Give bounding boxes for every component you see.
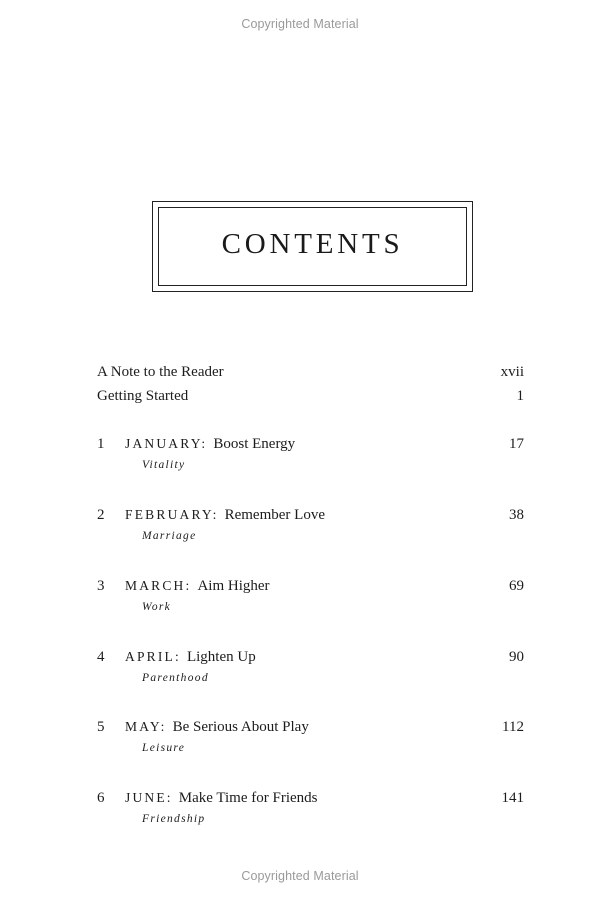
toc-entry-page: 1 (516, 388, 524, 404)
copyright-watermark-top: Copyrighted Material (241, 17, 359, 31)
toc-entry-label: A Note to the Reader (97, 364, 224, 380)
chapter-page: 17 (509, 436, 524, 452)
chapter-heading (125, 647, 256, 667)
chapter-page: 69 (509, 578, 524, 594)
page-title: CONTENTS (221, 228, 404, 260)
chapter-month: MAY: (125, 719, 167, 734)
toc-chapter-1 (97, 434, 524, 480)
chapter-page: 90 (509, 649, 524, 665)
copyright-watermark-bottom: Copyrighted Material (241, 869, 359, 883)
chapter-number: 3 (97, 578, 105, 594)
chapter-month: MARCH: (125, 578, 192, 593)
chapter-subtitle: Leisure (142, 742, 186, 754)
chapter-title: Be Serious About Play (172, 719, 309, 735)
chapter-title: Boost Energy (213, 436, 296, 452)
toc-entry-label: Getting Started (97, 388, 189, 404)
toc-entry-getting-started (97, 386, 524, 406)
chapter-title: Make Time for Friends (178, 790, 318, 806)
chapter-heading (125, 576, 270, 596)
toc-chapter-5 (97, 717, 524, 763)
toc-chapter-2 (97, 505, 524, 551)
chapter-month: FEBRUARY: (125, 507, 219, 522)
toc-chapter-6 (97, 788, 524, 834)
contents-title-frame (152, 201, 473, 292)
chapter-heading (125, 505, 325, 525)
toc-entry-page: xvii (500, 364, 524, 380)
chapter-title: Lighten Up (186, 649, 256, 665)
chapter-subtitle: Vitality (142, 459, 186, 471)
chapter-heading (125, 717, 309, 737)
chapter-page: 141 (501, 790, 524, 806)
chapter-number: 2 (97, 507, 105, 523)
toc-chapter-3 (97, 576, 524, 622)
chapter-number: 1 (97, 436, 105, 452)
toc-chapter-4 (97, 647, 524, 693)
chapter-heading (125, 788, 318, 808)
chapter-number: 5 (97, 719, 105, 735)
toc-entry-note-to-reader (97, 362, 524, 382)
chapter-month: JUNE: (125, 790, 173, 805)
chapter-number: 6 (97, 790, 105, 806)
chapter-month: JANUARY: (125, 436, 208, 451)
chapter-title: Remember Love (224, 507, 325, 523)
chapter-page: 38 (509, 507, 524, 523)
chapter-number: 4 (97, 649, 105, 665)
chapter-month: APRIL: (125, 649, 181, 664)
chapter-heading (125, 434, 295, 454)
chapter-title: Aim Higher (197, 578, 270, 594)
chapter-page: 112 (502, 719, 524, 735)
chapter-subtitle: Friendship (142, 813, 206, 825)
chapter-subtitle: Marriage (142, 530, 197, 542)
chapter-subtitle: Parenthood (142, 672, 209, 684)
chapter-subtitle: Work (142, 601, 172, 613)
